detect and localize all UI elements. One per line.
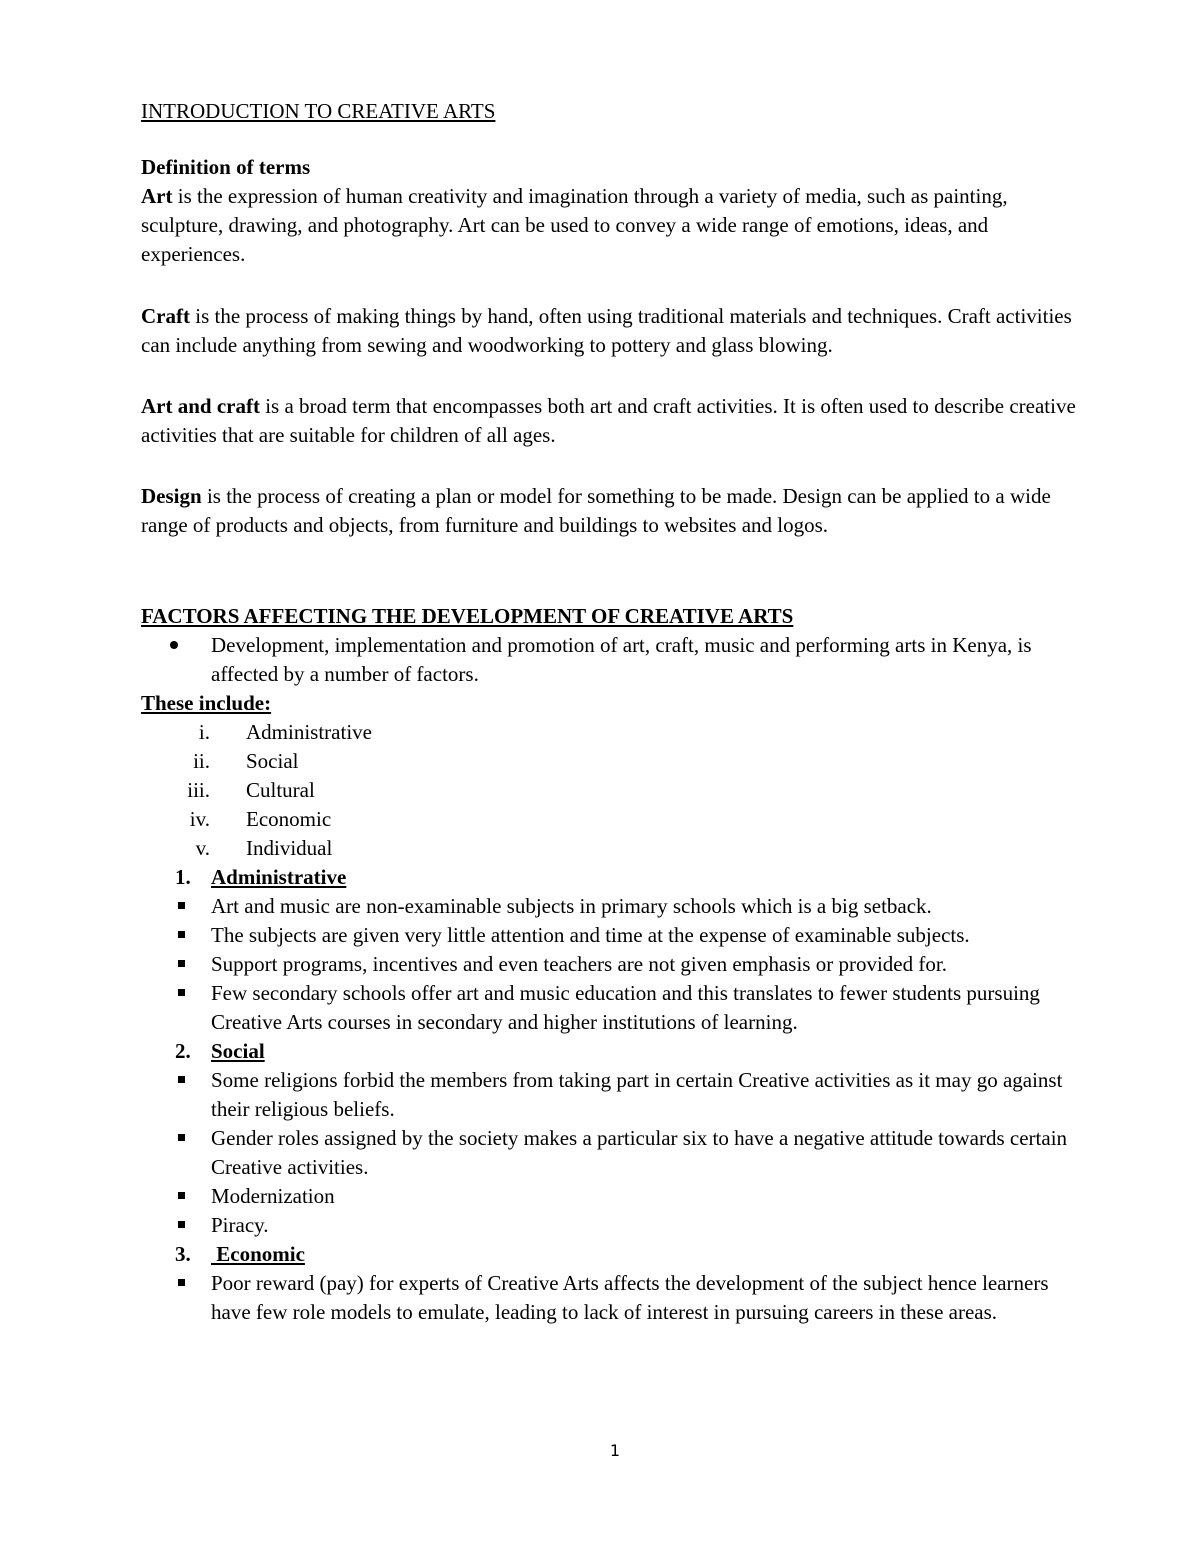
list-item-label: Economic [246,807,332,831]
definition-craft [141,302,1086,360]
bullet-square-icon [178,1192,185,1199]
definition-term: Design [141,484,202,508]
list-item-text: Piracy. [211,1213,269,1237]
list-item [141,718,1086,747]
list-item-label: Social [246,749,299,773]
definition-text: is the expression of human creativity and imagination through a variety of media, such as painting, sculpture, drawing, and photography. Art can be used to convey a wide range of emotions, ideas, and experiences. [141,184,1008,266]
section-number: 3. [175,1242,191,1266]
definition-text: is the process of creating a plan or model for something to be made. Design can be applied to a wide range of products and objects, from furniture and buildings to websites and logos. [141,484,1051,537]
definition-design [141,482,1086,540]
list-item-text: The subjects are given very little attention and time at the expense of examinable subjects. [211,923,970,947]
list-item-number: v. [195,836,210,860]
bullet-square-icon [178,1279,185,1286]
list-item [141,805,1086,834]
list-item [141,1211,1086,1240]
list-item-text: Modernization [211,1184,335,1208]
factors-intro-item [141,631,1086,689]
definitions-heading: Definition of terms [141,155,311,179]
list-item-label: Individual [246,836,333,860]
these-include-label: These include: [141,691,272,715]
bullet-square-icon [178,1076,185,1083]
list-item [141,1066,1086,1124]
section-number: 2. [175,1039,191,1063]
list-item-number: iii. [187,778,210,802]
factors-heading: FACTORS AFFECTING THE DEVELOPMENT OF CREATIVE ARTS [141,604,794,628]
page-content [141,97,1086,1327]
bullet-square-icon [178,960,185,967]
list-item-number: iv. [189,807,210,831]
definition-text: is the process of making things by hand, often using traditional materials and techniques. Craft activities can include anything from sewing and woodworking to pottery and glass blowing. [141,304,1072,357]
section-title: Administrative [211,865,347,889]
list-item-text: Few secondary schools offer art and music education and this translates to fewer students pursuing Creative Arts courses in secondary and higher institutions of learning. [211,981,1040,1034]
list-item [141,950,1086,979]
list-item-text: Gender roles assigned by the society makes a particular six to have a negative attitude towards certain Creative activities. [211,1126,1068,1179]
list-item-text: Poor reward (pay) for experts of Creative Arts affects the development of the subject hence learners have few role models to emulate, leading to lack of interest in pursuing careers in these areas. [211,1271,1049,1324]
list-item [141,921,1086,950]
section-heading-administrative [141,863,1086,892]
list-item-number: i. [198,720,210,744]
definition-text: is a broad term that encompasses both art and craft activities. It is often used to describe creative activities that are suitable for children of all ages. [141,394,1076,447]
list-item [141,1182,1086,1211]
section-title: Economic [211,1242,305,1266]
list-item-label: Administrative [246,720,372,744]
list-item [141,1269,1086,1327]
bullet-square-icon [178,1221,185,1228]
document-title: INTRODUCTION TO CREATIVE ARTS [141,99,496,123]
list-item [141,1124,1086,1182]
definition-art [141,182,1086,269]
section-heading-social [141,1037,1086,1066]
bullet-square-icon [178,989,185,996]
section-heading-economic [141,1240,1086,1269]
definition-art-and-craft [141,392,1086,450]
section-number: 1. [175,865,191,889]
list-item [141,979,1086,1037]
list-item-text: Art and music are non-examinable subjects in primary schools which is a big setback. [211,894,932,918]
list-item-label: Cultural [246,778,315,802]
bullet-square-icon [178,1134,185,1141]
bullet-square-icon [178,931,185,938]
list-item-text: Support programs, incentives and even teachers are not given emphasis or provided for. [211,952,947,976]
page-number: 1 [609,1441,621,1460]
definition-term: Art and craft [141,394,260,418]
section-title: Social [211,1039,265,1063]
factor-list [141,718,1086,863]
list-item [141,892,1086,921]
bullet-dot-icon [170,641,178,649]
list-item [141,834,1086,863]
list-item-number: ii. [193,749,210,773]
bullet-square-icon [178,902,185,909]
list-item [141,776,1086,805]
factors-intro-text: Development, implementation and promotion of art, craft, music and performing arts in Kenya, is affected by a number of factors. [211,633,1032,686]
list-item-text: Some religions forbid the members from taking part in certain Creative activities as it may go against their religious beliefs. [211,1068,1063,1121]
definition-term: Craft [141,304,190,328]
definition-term: Art [141,184,173,208]
list-item [141,747,1086,776]
